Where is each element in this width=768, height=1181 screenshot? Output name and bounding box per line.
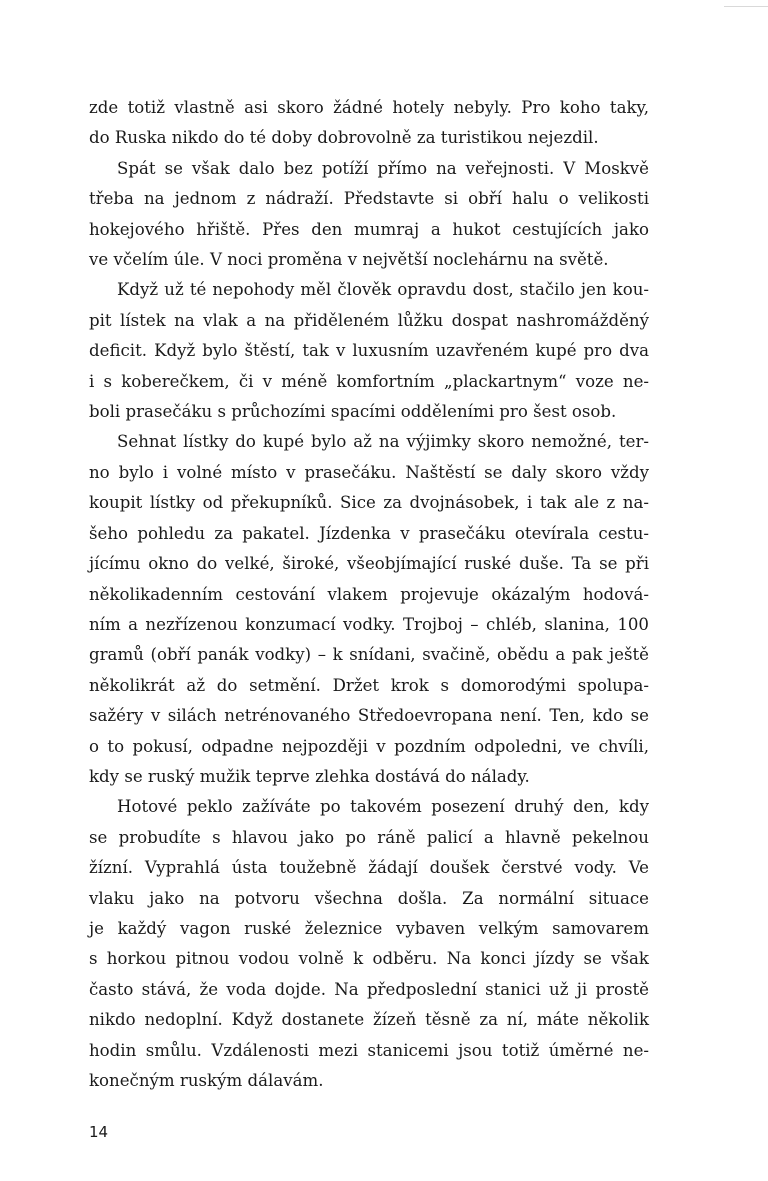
paragraph-4 [89,427,649,792]
text-line: do Ruska nikdo do té doby dobrovolně za turistikou nejezdil. [89,128,599,148]
page-number: 14 [89,1123,109,1141]
text-line: se probudíte s hlavou jako po ráně palicí a hlavně pekelnou [89,827,649,847]
text-line: gramů (obří panák vodky) – k snídani, svačině, obědu a pak ještě [89,645,649,665]
text-line: několikrát až do setmění. Držet krok s domorodými spolupa- [89,675,649,695]
paragraph-2 [89,154,649,276]
text-line: často stává, že voda dojde. Na předposlední stanici už ji prostě [89,979,649,999]
text-line: je každý vagon ruské železnice vybaven velkým samovarem [89,918,649,938]
page-edge-mark [724,6,768,7]
text-line: třeba na jednom z nádraží. Představte si obří halu o velikosti [89,189,649,209]
text-line: šeho pohledu za pakatel. Jízdenka v prasečáku otevírala cestu- [89,523,649,543]
text-line: několikadenním cestování vlakem projevuje okázalým hodová- [89,584,649,604]
text-line: Hotové peklo zažíváte po takovém posezení druhý den, kdy [117,797,649,817]
text-line: no bylo i volné místo v prasečáku. Naštěstí se daly skoro vždy [89,462,649,482]
text-line: pit lístek na vlak a na přiděleném lůžku dospat nashromážděný [89,310,649,330]
text-line: ve včelím úle. V noci proměna v největší noclehárnu na světě. [89,250,609,270]
text-line: žízní. Vyprahlá ústa toužebně žádají doušek čerstvé vody. Ve [89,858,649,878]
text-line: hodin smůlu. Vzdálenosti mezi stanicemi jsou totiž úměrné ne- [89,1040,649,1060]
text-line: hokejového hřiště. Přes den mumraj a hukot cestujících jako [89,219,649,239]
text-line: s horkou pitnou vodou volně k odběru. Na konci jízdy se však [89,949,649,969]
text-line: jícímu okno do velké, široké, všeobjímající ruské duše. Ta se při [89,554,649,574]
body-text [89,93,649,1096]
text-line: vlaku jako na potvoru všechna došla. Za normální situace [89,888,649,908]
paragraph-1 [89,93,649,154]
text-line: Sehnat lístky do kupé bylo až na výjimky skoro nemožné, ter- [117,432,649,452]
text-line: o to pokusí, odpadne nejpozději v pozdním odpoledni, ve chvíli, [89,736,649,756]
text-line: koupit lístky od překupníků. Sice za dvojnásobek, i tak ale z na- [89,493,649,513]
text-line: i s koberečkem, či v méně komfortním „plackartnym“ voze ne- [89,371,649,391]
text-line: konečným ruským dálavám. [89,1071,324,1090]
text-line: nikdo nedoplní. Když dostanete žízeň těsně za ní, máte několik [89,1010,649,1030]
text-line: kdy se ruský mužik teprve zlehka dostává do nálady. [89,766,530,786]
text-line: boli prasečáku s průchozími spacími odděleními pro šest osob. [89,402,617,422]
text-line: deficit. Když bylo štěstí, tak v luxusním uzavřeném kupé pro dva [89,341,649,361]
text-line: sažéry v silách netrénovaného Středoevropana není. Ten, kdo se [89,706,649,726]
text-line: Spát se však dalo bez potíží přímo na veřejnosti. V Moskvě [117,158,649,178]
paragraph-5 [89,792,649,1096]
text-line: ním a nezřízenou konzumací vodky. Trojboj – chléb, slanina, 100 [89,614,649,634]
text-line: Když už té nepohody měl člověk opravdu dost, stačilo jen kou- [117,280,649,300]
paragraph-3 [89,275,649,427]
text-line: zde totiž vlastně asi skoro žádné hotely nebyly. Pro koho taky, [89,98,649,117]
